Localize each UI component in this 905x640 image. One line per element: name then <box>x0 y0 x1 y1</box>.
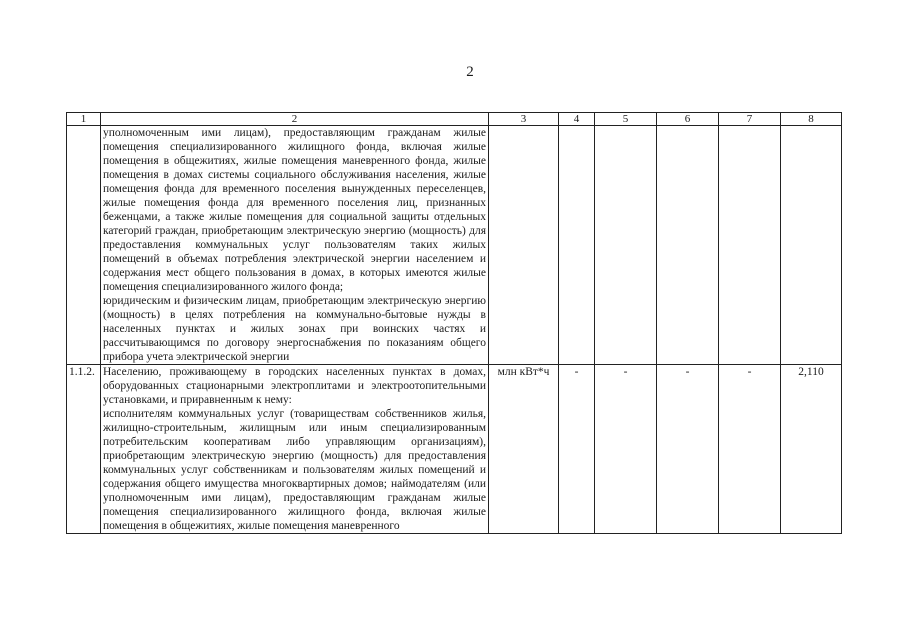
value-cell-5 <box>595 126 657 365</box>
value-cell-7 <box>719 126 781 365</box>
description-paragraph: Населению, проживающему в городских населенных пунктах в домах, оборудованных стационарными электроплитами и электроотопительными установками, и приравненным к нему: <box>103 366 486 406</box>
description-paragraph: уполномоченным ими лицам), предоставляющим гражданам жилые помещения специализированного жилищного фонда, включая жилые помещения в общежитиях, жилые помещения маневренного фонда, жилые помещения в домах системы социального обслуживания населения, жилые помещения фонда для временного поселения вынужденных переселенцев, жилые помещения фонда для временного поселения лиц, признанных беженцами, а также жилые помещения для социальной защиты отдельных категорий граждан, приобретающим электрическую энергию (мощность) для предоставления коммунальных услуг пользователям таких жилых помещений в объемах потребления электрической энергии населением и содержания мест общего пользования в домах, в которых имеются жилые помещения специализированного жилого фонда; <box>103 127 486 293</box>
column-header-8: 8 <box>781 113 842 126</box>
column-header-5: 5 <box>595 113 657 126</box>
column-header-7: 7 <box>719 113 781 126</box>
column-header-3: 3 <box>489 113 559 126</box>
row-number: 1.1.2. <box>67 365 101 534</box>
value-cell-5: - <box>595 365 657 534</box>
description-paragraph: исполнителям коммунальных услуг (товариществам собственников жилья, жилищно-строительным, жилищным или иным специализированным потребительским кооперативам либо управляющим организациям), приобретающим электрическую энергию (мощность) для предоставления коммунальных услуг собственникам и пользователям жилых помещений и содержания общего имущества многоквартирных домов; наймодателям (или уполномоченным ими лицам), предоставляющим гражданам жилые помещения специализированного жилищного фонда, включая жилые помещения в общежитиях, жилые помещения маневренного <box>103 408 486 532</box>
column-header-1: 1 <box>67 113 101 126</box>
row-number <box>67 126 101 365</box>
value-cell-4: - <box>559 365 595 534</box>
value-cell-7: - <box>719 365 781 534</box>
value-cell-6: - <box>657 365 719 534</box>
page-number: 2 <box>466 64 474 80</box>
column-header-2: 2 <box>101 113 489 126</box>
table-row-1-1-2 <box>67 365 842 534</box>
unit-cell <box>489 126 559 365</box>
column-header-4: 4 <box>559 113 595 126</box>
value-cell-8 <box>781 126 842 365</box>
row-description <box>101 126 489 365</box>
value-cell-6 <box>657 126 719 365</box>
column-header-6: 6 <box>657 113 719 126</box>
description-paragraph: юридическим и физическим лицам, приобретающим электрическую энергию (мощность) в целях потребления на коммунально-бытовые нужды в населенных пунктах и жилых зонах при воинских частях и рассчитывающимся по договору энергоснабжения по показаниям общего прибора учета электрической энергии <box>103 295 486 363</box>
row-description <box>101 365 489 534</box>
column-number-row <box>67 113 842 126</box>
unit-cell: млн кВт*ч <box>489 365 559 534</box>
value-cell-4 <box>559 126 595 365</box>
data-table <box>66 112 842 534</box>
table-row-continued <box>67 126 842 365</box>
value-cell-8: 2,110 <box>781 365 842 534</box>
